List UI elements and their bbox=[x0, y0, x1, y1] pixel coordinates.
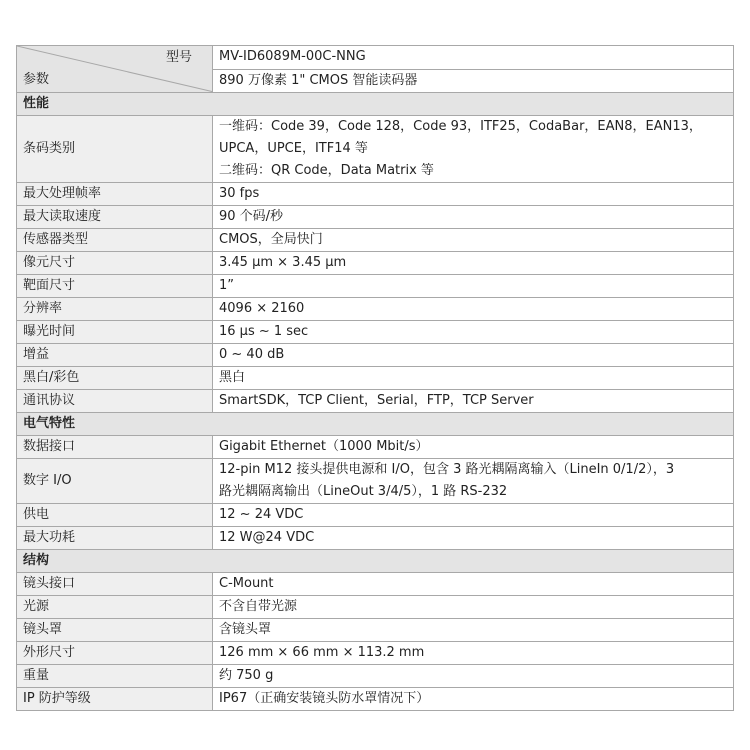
spec-value bbox=[213, 573, 734, 596]
spec-value-line: 4096 × 2160 bbox=[219, 301, 305, 316]
spec-label: 条码类别 bbox=[17, 116, 213, 183]
spec-value-line: 黑白 bbox=[219, 370, 246, 385]
model-heading: 型号 bbox=[165, 50, 192, 65]
spec-value-line: 90 个码/秒 bbox=[219, 209, 284, 224]
spec-label: 黑白/彩色 bbox=[17, 367, 213, 390]
spec-value bbox=[213, 688, 734, 711]
spec-table-body bbox=[17, 46, 734, 711]
spec-value bbox=[213, 321, 734, 344]
spec-row bbox=[17, 504, 734, 527]
spec-value bbox=[213, 436, 734, 459]
spec-row bbox=[17, 436, 734, 459]
spec-value-line: 约 750 g bbox=[219, 668, 274, 683]
param-heading: 参数 bbox=[23, 72, 50, 87]
spec-label: 数字 I/O bbox=[17, 459, 213, 504]
spec-row bbox=[17, 321, 734, 344]
spec-label: 光源 bbox=[17, 596, 213, 619]
spec-value-line: 二维码：QR Code，Data Matrix 等 bbox=[219, 163, 434, 178]
spec-value bbox=[213, 252, 734, 275]
spec-row bbox=[17, 665, 734, 688]
section-title: 性能 bbox=[17, 93, 734, 116]
spec-label: 曝光时间 bbox=[17, 321, 213, 344]
spec-label: 传感器类型 bbox=[17, 229, 213, 252]
section-row bbox=[17, 550, 734, 573]
model-description: 890 万像素 1" CMOS 智能读码器 bbox=[213, 69, 734, 93]
header-diagonal-cell bbox=[17, 46, 213, 93]
spec-row bbox=[17, 206, 734, 229]
spec-value bbox=[213, 596, 734, 619]
spec-value bbox=[213, 229, 734, 252]
spec-label: 外形尺寸 bbox=[17, 642, 213, 665]
spec-row bbox=[17, 527, 734, 550]
spec-label: 增益 bbox=[17, 344, 213, 367]
spec-value bbox=[213, 459, 734, 504]
spec-value-line: Gigabit Ethernet（1000 Mbit/s） bbox=[219, 439, 429, 454]
model-value: MV-ID6089M-00C-NNG bbox=[213, 46, 734, 70]
spec-value-line: 含镜头罩 bbox=[219, 622, 272, 637]
spec-value bbox=[213, 619, 734, 642]
spec-label: 分辨率 bbox=[17, 298, 213, 321]
spec-label: 靶面尺寸 bbox=[17, 275, 213, 298]
spec-row bbox=[17, 252, 734, 275]
spec-value bbox=[213, 298, 734, 321]
section-row bbox=[17, 93, 734, 116]
spec-value-line: SmartSDK，TCP Client，Serial，FTP，TCP Server bbox=[219, 393, 534, 408]
spec-value-line: 1” bbox=[219, 278, 235, 293]
spec-label: 镜头罩 bbox=[17, 619, 213, 642]
spec-value-line: C-Mount bbox=[219, 576, 274, 591]
spec-value-line: 不含自带光源 bbox=[219, 599, 298, 614]
spec-value-line: 12 ~ 24 VDC bbox=[219, 507, 304, 522]
spec-value-line: 0 ~ 40 dB bbox=[219, 347, 285, 362]
spec-label: 最大读取速度 bbox=[17, 206, 213, 229]
spec-label: 像元尺寸 bbox=[17, 252, 213, 275]
spec-value-line: 126 mm × 66 mm × 113.2 mm bbox=[219, 645, 425, 660]
section-row bbox=[17, 413, 734, 436]
spec-value-line: 16 μs ~ 1 sec bbox=[219, 324, 309, 339]
spec-value bbox=[213, 504, 734, 527]
header-row-model bbox=[17, 46, 734, 70]
spec-value-line: 一维码：Code 39，Code 128，Code 93，ITF25，CodaBar，EAN8，EAN13， bbox=[219, 119, 702, 134]
spec-row bbox=[17, 275, 734, 298]
spec-label: 数据接口 bbox=[17, 436, 213, 459]
spec-value bbox=[213, 275, 734, 298]
spec-label: 通讯协议 bbox=[17, 390, 213, 413]
spec-row bbox=[17, 688, 734, 711]
spec-value bbox=[213, 183, 734, 206]
spec-value bbox=[213, 390, 734, 413]
spec-label: IP 防护等级 bbox=[17, 688, 213, 711]
spec-value-line: 3.45 μm × 3.45 μm bbox=[219, 255, 347, 270]
spec-value bbox=[213, 116, 734, 183]
spec-label: 供电 bbox=[17, 504, 213, 527]
spec-row bbox=[17, 298, 734, 321]
spec-value-line: 路光耦隔离输出（LineOut 3/4/5），1 路 RS-232 bbox=[219, 484, 508, 499]
section-title: 电气特性 bbox=[17, 413, 734, 436]
spec-value-line: 30 fps bbox=[219, 186, 260, 201]
spec-value bbox=[213, 527, 734, 550]
spec-row bbox=[17, 596, 734, 619]
spec-label: 镜头接口 bbox=[17, 573, 213, 596]
spec-label: 重量 bbox=[17, 665, 213, 688]
spec-value-line: 12-pin M12 接头提供电源和 I/O，包含 3 路光耦隔离输入（LineIn 0/1/2），3 bbox=[219, 462, 675, 477]
spec-row bbox=[17, 459, 734, 504]
spec-row bbox=[17, 619, 734, 642]
spec-label: 最大功耗 bbox=[17, 527, 213, 550]
spec-value bbox=[213, 206, 734, 229]
spec-row bbox=[17, 344, 734, 367]
spec-value-line: 12 W@24 VDC bbox=[219, 530, 315, 545]
spec-row bbox=[17, 367, 734, 390]
spec-value-line: CMOS，全局快门 bbox=[219, 232, 323, 247]
spec-row bbox=[17, 642, 734, 665]
spec-row bbox=[17, 390, 734, 413]
spec-label: 最大处理帧率 bbox=[17, 183, 213, 206]
spec-value-line: IP67（正确安装镜头防水罩情况下） bbox=[219, 691, 430, 706]
spec-row bbox=[17, 183, 734, 206]
spec-row bbox=[17, 573, 734, 596]
spec-row bbox=[17, 116, 734, 183]
spec-value-line: UPCA，UPCE，ITF14 等 bbox=[219, 141, 368, 156]
spec-value bbox=[213, 344, 734, 367]
spec-row bbox=[17, 229, 734, 252]
spec-table bbox=[16, 45, 734, 711]
spec-value bbox=[213, 642, 734, 665]
spec-value bbox=[213, 665, 734, 688]
section-title: 结构 bbox=[17, 550, 734, 573]
spec-value bbox=[213, 367, 734, 390]
